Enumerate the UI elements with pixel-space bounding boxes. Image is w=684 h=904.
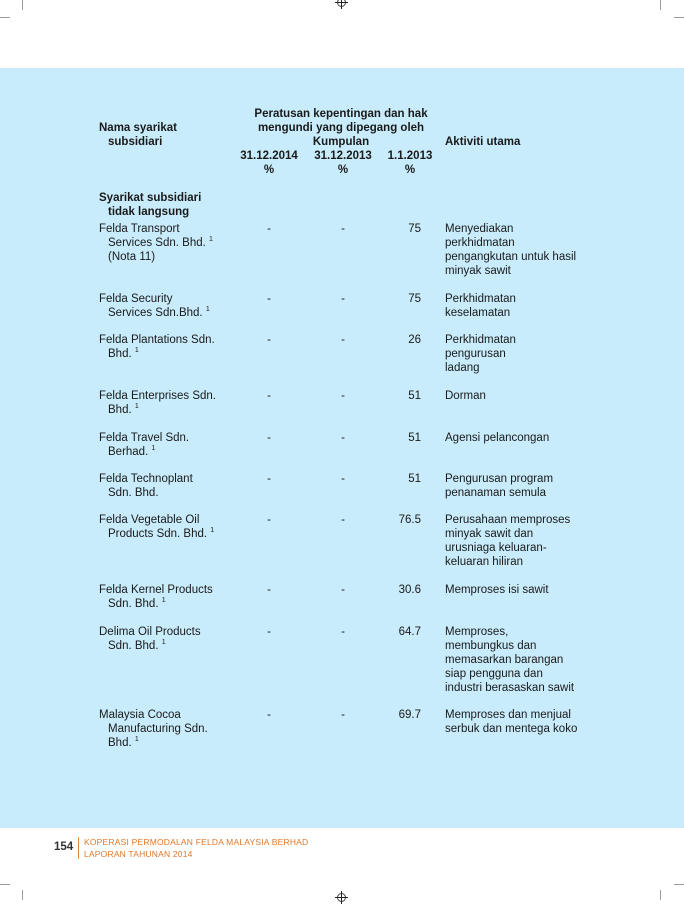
- header-unit: %: [337, 164, 349, 176]
- value-2013: -: [341, 473, 345, 485]
- header-activity: Aktiviti utama: [445, 136, 521, 148]
- value-2014: -: [267, 709, 271, 721]
- activity-line: Perusahaan memproses: [445, 514, 571, 526]
- footnote-marker: 1: [205, 306, 210, 313]
- company-name-line: [108, 347, 139, 361]
- company-name-line: Felda Kernel Products: [99, 584, 213, 596]
- company-name-line: (Nota 11): [108, 251, 156, 263]
- header-date-2013a: 1.1.2013: [387, 150, 433, 162]
- footnote-marker: 1: [134, 736, 139, 743]
- value-2013a: 75: [408, 223, 421, 235]
- company-name-text: Services Sdn. Bhd.: [108, 237, 206, 249]
- header-date-2014: 31.12.2014: [240, 150, 298, 162]
- company-name-line: Felda Transport: [99, 223, 180, 235]
- crop-mark: [22, 890, 23, 900]
- activity-line: Memproses isi sawit: [445, 584, 549, 596]
- value-2013: -: [341, 334, 345, 346]
- header-date-2013: 31.12.2013: [314, 150, 372, 162]
- value-2013a: 30.6: [398, 584, 421, 596]
- company-name-line: Felda Enterprises Sdn.: [99, 390, 216, 402]
- activity-line: Pengurusan program: [445, 473, 554, 485]
- value-2014: -: [267, 584, 271, 596]
- section-title: tidak langsung: [108, 206, 190, 218]
- activity-line: urusniaga keluaran-: [445, 542, 547, 554]
- header-unit: %: [404, 164, 416, 176]
- footer-divider: [78, 837, 79, 859]
- activity-line: Dorman: [445, 390, 486, 402]
- company-name-line: [108, 236, 213, 250]
- company-name-text: Bhd.: [108, 348, 132, 360]
- activity-line: keselamatan: [445, 307, 511, 319]
- activity-line: minyak sawit: [445, 265, 511, 277]
- activity-line: Memproses,: [445, 626, 509, 638]
- section-title: Syarikat subsidiari: [99, 192, 202, 204]
- company-name-line: Felda Technoplant: [99, 473, 193, 485]
- registration-mark-icon: [337, 893, 346, 902]
- footnote-marker: 1: [134, 403, 139, 410]
- crop-mark: [674, 17, 684, 18]
- crop-mark: [0, 884, 10, 885]
- activity-line: Memproses dan menjual: [445, 709, 571, 721]
- activity-line: keluaran hiliran: [445, 556, 523, 568]
- value-2014: -: [267, 293, 271, 305]
- activity-line: Perkhidmatan: [445, 334, 516, 346]
- company-name-line: Delima Oil Products: [99, 626, 201, 638]
- value-2014: -: [267, 473, 271, 485]
- activity-line: memasarkan barangan: [445, 654, 564, 666]
- activity-line: serbuk dan mentega koko: [445, 723, 578, 735]
- crop-mark: [0, 17, 10, 18]
- header-name-line: subsidiari: [108, 136, 163, 148]
- value-2013a: 51: [408, 432, 421, 444]
- company-name-line: Felda Plantations Sdn.: [99, 334, 215, 346]
- value-2014: -: [267, 390, 271, 402]
- activity-line: Agensi pelancongan: [445, 432, 550, 444]
- value-2014: -: [267, 626, 271, 638]
- activity-line: pengurusan: [445, 348, 506, 360]
- company-name-line: [108, 639, 166, 653]
- value-2013: -: [341, 293, 345, 305]
- company-name-line: Felda Travel Sdn.: [99, 432, 190, 444]
- company-name-text: Bhd.: [108, 404, 132, 416]
- value-2013a: 69.7: [398, 709, 421, 721]
- company-name-line: [108, 403, 139, 417]
- crop-mark: [660, 0, 661, 10]
- value-2014: -: [267, 514, 271, 526]
- registration-mark-icon: [337, 0, 346, 7]
- value-2013: -: [341, 432, 345, 444]
- value-2014: -: [267, 334, 271, 346]
- value-2014: -: [267, 432, 271, 444]
- company-name-line: [108, 306, 210, 320]
- footer-organization: KOPERASI PERMODALAN FELDA MALAYSIA BERHAD: [84, 837, 309, 847]
- company-name-text: Sdn. Bhd.: [108, 640, 159, 652]
- activity-line: siap pengguna dan: [445, 668, 543, 680]
- activity-line: Menyediakan: [445, 223, 514, 235]
- page-number: 154: [54, 841, 74, 853]
- company-name-text: Berhad.: [108, 446, 149, 458]
- value-2013: -: [341, 626, 345, 638]
- company-name-line: Felda Security: [99, 293, 173, 305]
- company-name-line: [108, 736, 139, 750]
- company-name-line: [108, 597, 166, 611]
- footnote-marker: 1: [210, 527, 215, 534]
- value-2013a: 51: [408, 390, 421, 402]
- value-2013: -: [341, 709, 345, 721]
- crop-mark: [660, 890, 661, 900]
- footer-report-title: LAPORAN TAHUNAN 2014: [84, 849, 193, 859]
- company-name-line: Felda Vegetable Oil: [99, 514, 200, 526]
- activity-line: perkhidmatan: [445, 237, 515, 249]
- footnote-marker: 1: [161, 597, 166, 604]
- company-name-line: Malaysia Cocoa: [99, 709, 181, 721]
- company-name-line: [108, 527, 214, 541]
- value-2013a: 64.7: [398, 626, 421, 638]
- value-2013: -: [341, 514, 345, 526]
- activity-line: minyak sawit dan: [445, 528, 534, 540]
- crop-mark: [22, 0, 23, 10]
- company-name-line: Sdn. Bhd.: [108, 487, 159, 499]
- company-name-text: Bhd.: [108, 737, 132, 749]
- header-interest-line: mengundi yang dipegang oleh: [257, 122, 425, 134]
- value-2014: -: [267, 223, 271, 235]
- company-name-text: Services Sdn.Bhd.: [108, 307, 203, 319]
- footnote-marker: 1: [134, 347, 139, 354]
- footnote-marker: 1: [209, 236, 213, 243]
- footnote-marker: 1: [161, 639, 166, 646]
- value-2013a: 51: [408, 473, 421, 485]
- footnote-marker: 1: [151, 445, 156, 452]
- header-interest-line: Kumpulan: [312, 136, 370, 148]
- activity-line: industri berasaskan sawit: [445, 682, 575, 694]
- value-2013: -: [341, 390, 345, 402]
- company-name-text: Sdn. Bhd.: [108, 598, 159, 610]
- header-unit: %: [263, 164, 275, 176]
- crop-mark: [674, 884, 684, 885]
- value-2013a: 26: [408, 334, 421, 346]
- header-interest-line: Peratusan kepentingan dan hak: [254, 108, 428, 120]
- activity-line: Perkhidmatan: [445, 293, 516, 305]
- activity-line: penanaman semula: [445, 487, 547, 499]
- activity-line: ladang: [445, 362, 480, 374]
- company-name-line: [108, 445, 155, 459]
- activity-line: membungkus dan: [445, 640, 537, 652]
- company-name-text: Products Sdn. Bhd.: [108, 528, 208, 540]
- value-2013: -: [341, 584, 345, 596]
- activity-line: pengangkutan untuk hasil: [445, 251, 577, 263]
- value-2013a: 76.5: [398, 514, 421, 526]
- value-2013: -: [341, 223, 345, 235]
- header-name-line: Nama syarikat: [99, 122, 177, 134]
- company-name-line: Manufacturing Sdn.: [108, 723, 208, 735]
- value-2013a: 75: [408, 293, 421, 305]
